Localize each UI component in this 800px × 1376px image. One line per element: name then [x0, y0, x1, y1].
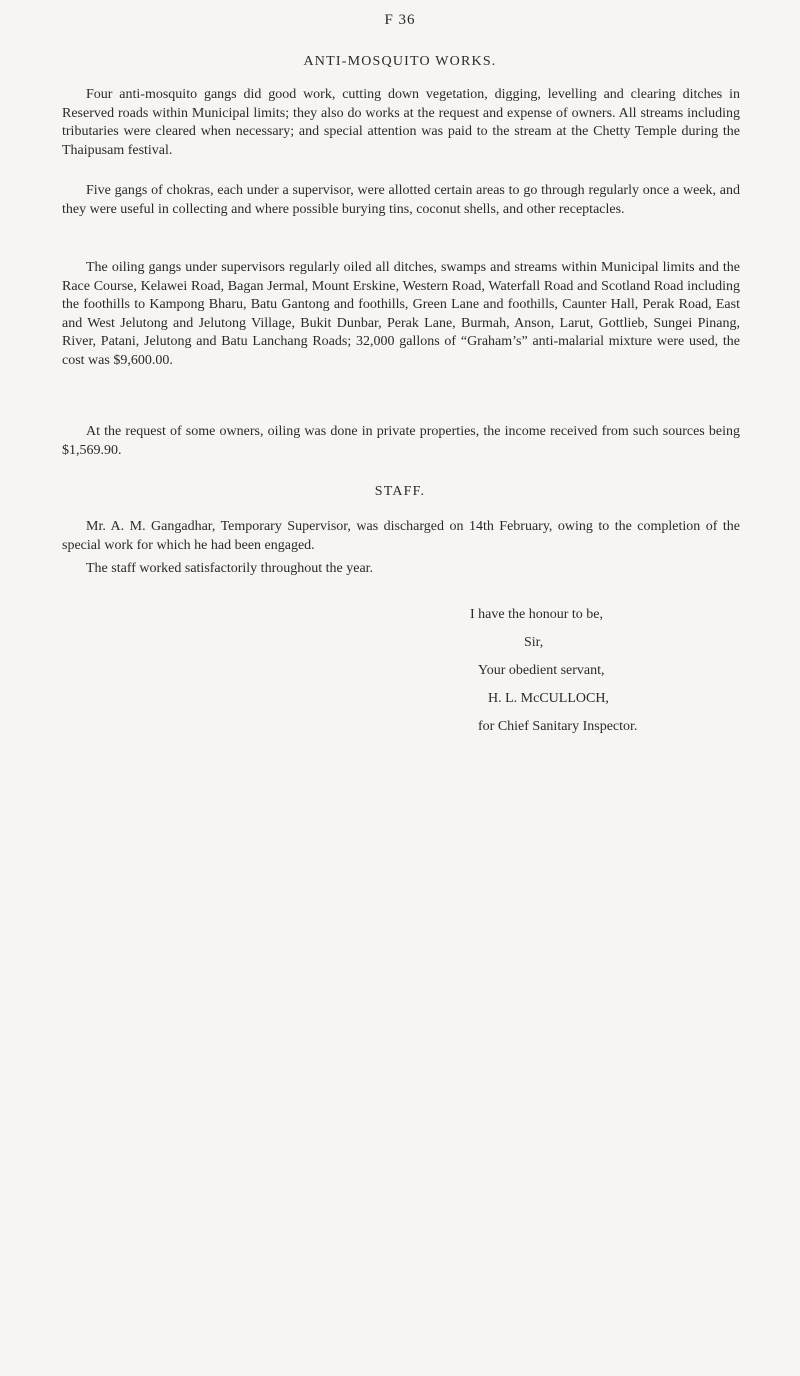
- closing-honour: I have the honour to be,: [470, 607, 603, 622]
- paragraph-staff-discharge: Mr. A. M. Gangadhar, Temporary Supervisor, was discharged on 14th February, owing to the completion of the special work for which he had been engaged.: [62, 519, 740, 553]
- staff-title: STAFF.: [374, 484, 426, 499]
- page-number: F 36: [384, 12, 416, 28]
- paragraph-chokras: Five gangs of chokras, each under a supervisor, were allotted certain areas to go through regularly once a week, and they were useful in collecting and where possible burying tins, coconut shells, and other receptacles.: [62, 183, 740, 217]
- paragraph-oiling: The oiling gangs under supervisors regularly oiled all ditches, swamps and streams within Municipal limits and the Race Course, Kelawei Road, Bagan Jermal, Mount Erskine, Western Road, Waterfall Road and Scotland Road including the foothills to Kampong Bharu, Batu Gantong and foothills, Green Lane and foothills, Caunter Hall, Perak Road, East and West Jelutong and Jelutong Village, Bukit Dunbar, Perak Lane, Burmah, Anson, Larut, Gottlieb, Sungei Pinang, River, Patani, Jelutong and Batu Lanchang Roads; 32,000 gallons of “Graham’s” anti-malarial mixture were used, the cost was $9,600.00.: [62, 260, 740, 368]
- closing-servant: Your obedient servant,: [478, 663, 605, 678]
- paragraph-gangs: Four anti-mosquito gangs did good work, cutting down vegetation, digging, levelling and clearing ditches in Reserved roads within Municipal limits; they also do works at the request and expense of owners. All streams including tributaries were cleared when necessary; and special attention was paid to the stream at the Chetty Temple during the Thaipusam festival.: [62, 87, 740, 158]
- section-title: ANTI-MOSQUITO WORKS.: [303, 54, 497, 69]
- signature-name: H. L. McCULLOCH,: [488, 691, 609, 706]
- signature-title: for Chief Sanitary Inspector.: [478, 719, 638, 734]
- paragraph-staff-performance: The staff worked satisfactorily throughout the year.: [86, 561, 374, 576]
- paragraph-private-oiling: At the request of some owners, oiling was done in private properties, the income received from such sources being $1,569.90.: [62, 424, 740, 458]
- closing-salutation: Sir,: [524, 635, 544, 650]
- blank-page-area: [0, 700, 800, 1376]
